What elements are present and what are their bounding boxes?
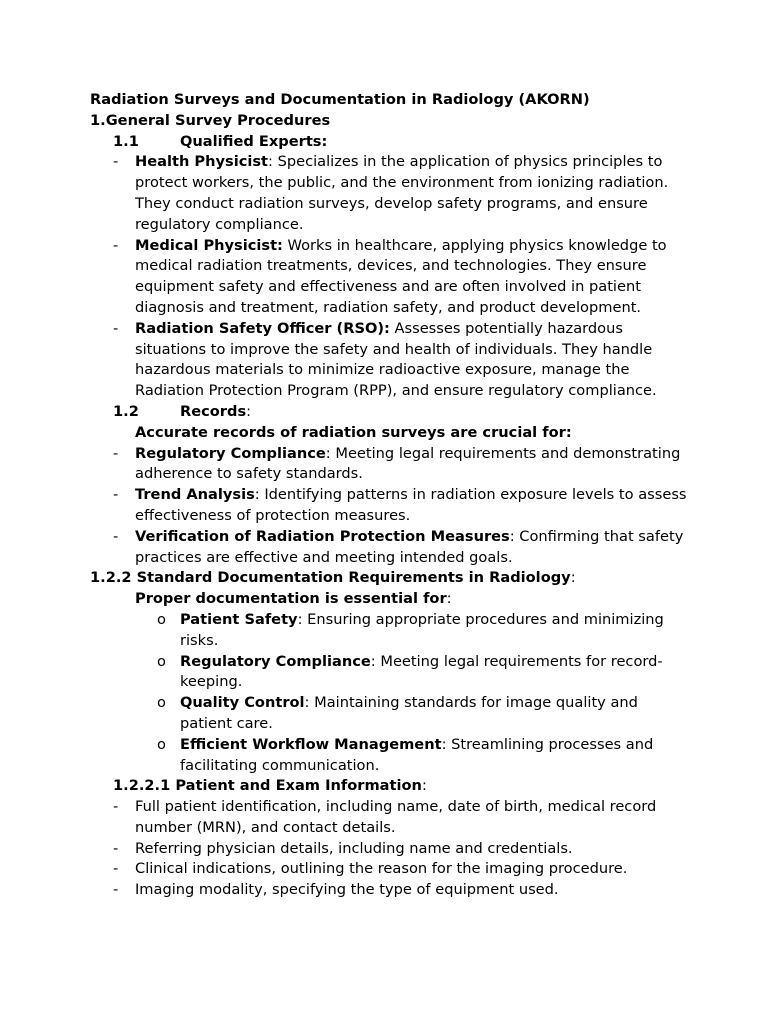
- list-item: - Health Physicist: Specializes in the application of physics principles to protect workers, the public, and the environment from ionizing radiation. They conduct radiation surveys, develop safety programs, and ensure regulatory compliance.: [113, 153, 669, 233]
- section-1-2-intro: Accurate records of radiation surveys are crucial for:: [135, 423, 572, 441]
- section-1-2-2-heading: 1.2.2 Standard Documentation Requirements in Radiology:: [90, 569, 576, 587]
- section-1-2-2-1-heading: 1.2.2.1 Patient and Exam Information:: [113, 777, 427, 795]
- list-item: o Regulatory Compliance: Meeting legal requirements for record-keeping.: [157, 652, 663, 691]
- list-item: - Clinical indications, outlining the reason for the imaging procedure.: [113, 860, 628, 878]
- list-item: - Full patient identification, including name, date of birth, medical record number (MRN), and contact details.: [113, 798, 657, 836]
- list-item: - Trend Analysis: Identifying patterns in radiation exposure levels to assess effectiveness of protection measures.: [113, 486, 687, 524]
- list-item: - Medical Physicist: Works in healthcare, applying physics knowledge to medical radiation treatments, devices, and technologies. They ensure equipment safety and effectiveness and are often involved in patient diagnosis and treatment, radiation safety, and product development.: [113, 236, 667, 316]
- list-item: o Patient Safety: Ensuring appropriate procedures and minimizing risks.: [157, 610, 664, 649]
- list-item: - Radiation Safety Officer (RSO): Assesses potentially hazardous situations to improve the safety and health of individuals. They handle hazardous materials to minimize radioactive exposure, manage the Radiation Protection Program (RPP), and ensure regulatory compliance.: [113, 319, 657, 400]
- list-item: o Quality Control: Maintaining standards for image quality and patient care.: [157, 694, 638, 732]
- list-item: - Referring physician details, including name and credentials.: [113, 839, 573, 857]
- section-1-2-heading: 1.2 Records:: [113, 402, 252, 420]
- document-body: [90, 90, 690, 901]
- section-1-heading: 1.General Survey Procedures: [90, 111, 331, 129]
- list-item: - Imaging modality, specifying the type of equipment used.: [113, 881, 559, 899]
- list-item: o Efficient Workflow Management: Streamlining processes and facilitating communication.: [157, 735, 654, 774]
- list-item: - Regulatory Compliance: Meeting legal requirements and demonstrating adherence to safety standards.: [113, 444, 681, 483]
- section-1-1-heading: 1.1 Qualified Experts:: [113, 132, 328, 150]
- list-item: - Verification of Radiation Protection Measures: Confirming that safety practices are effective and meeting intended goals.: [113, 527, 684, 566]
- section-1-2-2-intro: Proper documentation is essential for:: [135, 590, 452, 608]
- document-title: Radiation Surveys and Documentation in Radiology (AKORN): [90, 91, 590, 108]
